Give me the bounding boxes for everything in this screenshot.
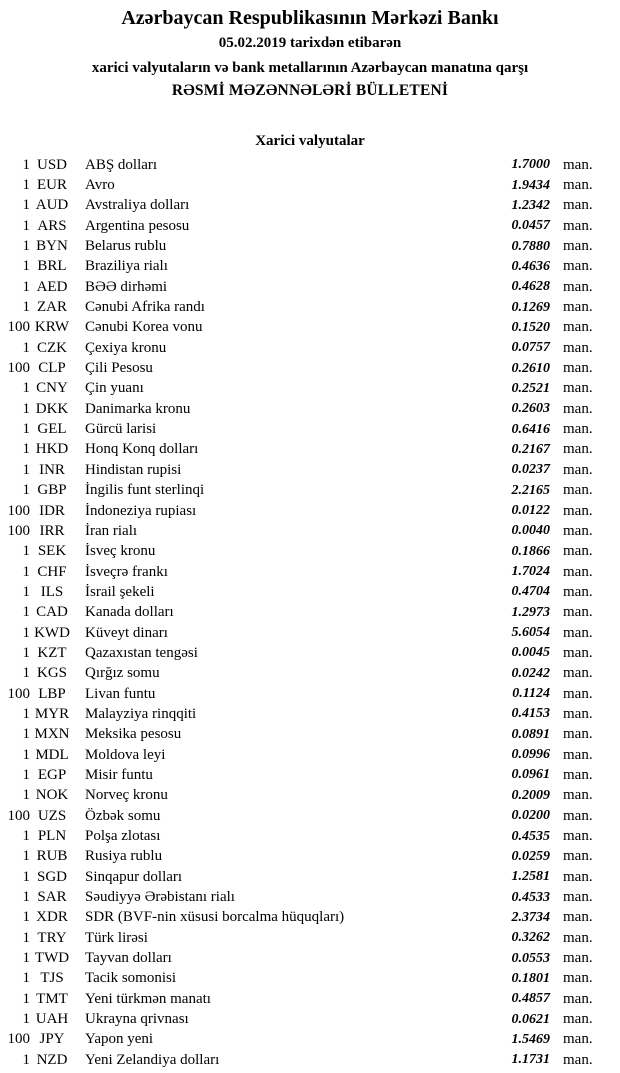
- currency-qty: 1: [22, 909, 30, 926]
- currency-rate: 5.6054: [511, 625, 550, 641]
- unit-label: man.: [563, 461, 593, 478]
- currency-code: SEK: [37, 543, 67, 560]
- currency-rate: 0.0237: [511, 462, 550, 478]
- currency-row: [0, 501, 604, 521]
- currency-row: [0, 236, 604, 256]
- currency-code: IDR: [39, 502, 65, 519]
- currency-rate: 0.0200: [511, 808, 550, 824]
- currency-rate: 0.0757: [511, 340, 550, 356]
- unit-label: man.: [563, 746, 593, 763]
- currency-code: TWD: [34, 950, 70, 967]
- currency-name: Yeni türkmən manatı: [85, 990, 211, 1007]
- section-title-foreign-currencies: Xarici valyutalar: [255, 133, 365, 149]
- currency-qty: 1: [22, 705, 30, 722]
- currency-row: [0, 989, 604, 1009]
- currency-qty: 1: [22, 889, 30, 906]
- currency-row: [0, 745, 604, 765]
- currency-code: BYN: [36, 238, 68, 255]
- currency-row: [0, 623, 604, 643]
- currency-code: UAH: [35, 1011, 69, 1028]
- currency-rate: 0.0040: [511, 523, 550, 539]
- currency-rate: 1.2342: [511, 197, 550, 213]
- unit-label: man.: [563, 278, 593, 295]
- currency-name: Özbək somu: [85, 807, 161, 824]
- currency-name: İsveçrə frankı: [85, 563, 168, 580]
- effective-date-line: 05.02.2019 tarixdən etibarən: [218, 35, 402, 51]
- unit-label: man.: [563, 970, 593, 987]
- currency-row: [0, 1030, 604, 1050]
- unit-label: man.: [563, 705, 593, 722]
- currency-rate: 1.1731: [511, 1052, 550, 1068]
- currency-name: Yapon yeni: [85, 1031, 154, 1048]
- currency-name: Livan funtu: [85, 685, 156, 702]
- currency-name: Kanada dolları: [85, 604, 174, 621]
- unit-label: man.: [563, 644, 593, 661]
- currency-qty: 100: [7, 502, 30, 519]
- currency-rate: 0.1866: [511, 543, 550, 559]
- unit-label: man.: [563, 502, 593, 519]
- currency-rate: 0.7880: [511, 238, 550, 254]
- currency-code: TRY: [37, 929, 67, 946]
- currency-code: KWD: [34, 624, 70, 641]
- unit-label: man.: [563, 766, 593, 783]
- currency-qty: 1: [22, 644, 30, 661]
- unit-label: man.: [563, 1031, 593, 1048]
- currency-name: Türk lirəsi: [85, 929, 148, 946]
- unit-label: man.: [563, 319, 593, 336]
- currency-row: [0, 216, 604, 236]
- currency-row: [0, 562, 604, 582]
- currency-rate: 0.4628: [511, 279, 550, 295]
- currency-name: ABŞ dolları: [85, 156, 158, 173]
- currency-name: İndoneziya rupiası: [85, 502, 197, 519]
- currency-code: TJS: [40, 970, 64, 987]
- unit-label: man.: [563, 950, 593, 967]
- currency-code: INR: [39, 461, 65, 478]
- currency-row: [0, 297, 604, 317]
- unit-label: man.: [563, 299, 593, 316]
- currency-rate: 1.7024: [511, 564, 550, 580]
- currency-qty: 1: [22, 400, 30, 417]
- currency-code: SAR: [37, 889, 67, 906]
- currency-code: AED: [36, 278, 68, 295]
- currency-qty: 1: [22, 299, 30, 316]
- unit-label: man.: [563, 441, 593, 458]
- unit-label: man.: [563, 665, 593, 682]
- currency-code: CZK: [37, 339, 67, 356]
- currency-name: Yeni Zelandiya dolları: [85, 1051, 220, 1068]
- currency-code: EUR: [37, 177, 67, 194]
- currency-row: [0, 155, 604, 175]
- currency-code: JPY: [39, 1031, 65, 1048]
- currency-row: [0, 806, 604, 826]
- currency-qty: 1: [22, 482, 30, 499]
- currency-row: [0, 704, 604, 724]
- currency-qty: 1: [22, 746, 30, 763]
- currency-qty: 1: [22, 624, 30, 641]
- currency-rate: 1.5469: [511, 1031, 550, 1047]
- currency-row: [0, 582, 604, 602]
- unit-label: man.: [563, 583, 593, 600]
- unit-label: man.: [563, 563, 593, 580]
- currency-row: [0, 338, 604, 358]
- currency-row: [0, 379, 604, 399]
- unit-label: man.: [563, 1051, 593, 1068]
- currency-rate: 1.9434: [511, 177, 550, 193]
- currency-rate: 0.2009: [511, 787, 550, 803]
- currency-rate: 0.2167: [511, 441, 550, 457]
- currency-row: [0, 908, 604, 928]
- currency-name: Danimarka kronu: [85, 400, 191, 417]
- currency-qty: 1: [22, 929, 30, 946]
- currency-qty: 1: [22, 848, 30, 865]
- currency-code: ARS: [37, 217, 67, 234]
- currency-qty: 1: [22, 868, 30, 885]
- currency-name: Çili Pesosu: [85, 360, 153, 377]
- document-subtitle: xarici valyutaların və bank metallarının Azərbaycan manatına qarşı: [91, 60, 529, 76]
- currency-qty: 1: [22, 990, 30, 1007]
- unit-label: man.: [563, 1011, 593, 1028]
- currency-row: [0, 887, 604, 907]
- unit-label: man.: [563, 868, 593, 885]
- currency-qty: 1: [22, 583, 30, 600]
- currency-rate: 0.0553: [511, 950, 550, 966]
- unit-label: man.: [563, 990, 593, 1007]
- unit-label: man.: [563, 929, 593, 946]
- currency-code: USD: [36, 156, 67, 173]
- currency-code: MDL: [35, 746, 69, 763]
- unit-label: man.: [563, 238, 593, 255]
- rates-table: [0, 155, 620, 1070]
- unit-label: man.: [563, 807, 593, 824]
- currency-name: Çin yuanı: [85, 380, 144, 397]
- currency-rate: 2.3734: [511, 909, 550, 925]
- currency-qty: 100: [7, 360, 30, 377]
- currency-code: PLN: [37, 828, 67, 845]
- currency-rate: 1.7000: [511, 157, 550, 173]
- currency-code: EGP: [37, 766, 67, 783]
- currency-name: İngilis funt sterlinqi: [85, 482, 205, 499]
- currency-row: [0, 847, 604, 867]
- unit-label: man.: [563, 848, 593, 865]
- currency-qty: 1: [22, 258, 30, 275]
- currency-rate: 0.4857: [511, 991, 550, 1007]
- currency-row: [0, 521, 604, 541]
- currency-code: CHF: [37, 563, 67, 580]
- currency-name: BƏƏ dirhəmi: [85, 278, 168, 295]
- currency-name: Gürcü larisi: [85, 421, 157, 438]
- currency-rate: 0.3262: [511, 930, 550, 946]
- currency-code: CAD: [36, 604, 68, 621]
- currency-row: [0, 725, 604, 745]
- currency-qty: 100: [7, 1031, 30, 1048]
- currency-name: Cənubi Korea vonu: [85, 319, 203, 336]
- currency-name: Argentina pesosu: [85, 217, 190, 234]
- currency-code: GEL: [37, 421, 67, 438]
- unit-label: man.: [563, 339, 593, 356]
- unit-label: man.: [563, 604, 593, 621]
- currency-qty: 1: [22, 278, 30, 295]
- currency-code: CNY: [36, 380, 68, 397]
- currency-name: Polşa zlotası: [85, 828, 161, 845]
- unit-label: man.: [563, 482, 593, 499]
- currency-name: SDR (BVF-nin xüsusi borcalma hüquqları): [85, 909, 345, 926]
- currency-rate: 0.1520: [511, 319, 550, 335]
- currency-row: [0, 664, 604, 684]
- currency-name: Rusiya rublu: [85, 848, 163, 865]
- currency-code: NOK: [35, 787, 69, 804]
- currency-rate: 0.0961: [511, 767, 550, 783]
- currency-rate: 0.1124: [512, 686, 550, 702]
- currency-code: ZAR: [37, 299, 67, 316]
- currency-qty: 1: [22, 177, 30, 194]
- currency-rate: 0.2521: [511, 380, 550, 396]
- currency-name: Cənubi Afrika randı: [85, 299, 205, 316]
- unit-label: man.: [563, 197, 593, 214]
- currency-qty: 1: [22, 543, 30, 560]
- currency-row: [0, 1050, 604, 1070]
- bulletin-title: RƏSMİ MƏZƏNNƏLƏRİ BÜLLETENİ: [171, 82, 449, 99]
- currency-rate: 0.2603: [511, 401, 550, 417]
- currency-rate: 0.0621: [511, 1011, 550, 1027]
- currency-qty: 100: [7, 685, 30, 702]
- currency-row: [0, 765, 604, 785]
- currency-qty: 1: [22, 197, 30, 214]
- currency-row: [0, 196, 604, 216]
- currency-code: AUD: [35, 197, 69, 214]
- currency-row: [0, 318, 604, 338]
- unit-label: man.: [563, 624, 593, 641]
- unit-label: man.: [563, 909, 593, 926]
- currency-code: GBP: [37, 482, 67, 499]
- bank-title: Azərbaycan Respublikasının Mərkəzi Bankı: [121, 7, 499, 29]
- currency-rate: 0.0045: [511, 645, 550, 661]
- currency-name: Qırğız somu: [85, 665, 160, 682]
- currency-code: HKD: [35, 441, 69, 458]
- currency-rate: 0.2610: [511, 360, 550, 376]
- currency-row: [0, 440, 604, 460]
- currency-rate: 0.4153: [511, 706, 550, 722]
- currency-qty: 1: [22, 421, 30, 438]
- currency-qty: 1: [22, 787, 30, 804]
- unit-label: man.: [563, 156, 593, 173]
- unit-label: man.: [563, 685, 593, 702]
- currency-rate: 0.1269: [511, 299, 550, 315]
- currency-code: IRR: [39, 522, 65, 539]
- currency-row: [0, 603, 604, 623]
- currency-qty: 1: [22, 726, 30, 743]
- currency-rate: 0.1801: [511, 970, 550, 986]
- currency-name: Ukrayna qrivnası: [85, 1011, 189, 1028]
- currency-code: LBP: [38, 685, 66, 702]
- currency-row: [0, 277, 604, 297]
- currency-qty: 100: [7, 807, 30, 824]
- unit-label: man.: [563, 543, 593, 560]
- currency-rate: 0.4533: [511, 889, 550, 905]
- unit-label: man.: [563, 522, 593, 539]
- currency-rate: 0.0259: [511, 848, 550, 864]
- currency-code: SGD: [36, 868, 67, 885]
- currency-qty: 1: [22, 441, 30, 458]
- currency-name: İran rialı: [85, 522, 138, 539]
- currency-code: DKK: [35, 400, 69, 417]
- currency-code: CLP: [38, 360, 66, 377]
- currency-row: [0, 928, 604, 948]
- currency-qty: 1: [22, 217, 30, 234]
- currency-row: [0, 643, 604, 663]
- currency-code: KRW: [34, 319, 70, 336]
- currency-code: ILS: [40, 583, 64, 600]
- unit-label: man.: [563, 787, 593, 804]
- currency-name: Küveyt dinarı: [85, 624, 168, 641]
- currency-code: MXN: [34, 726, 70, 743]
- currency-qty: 1: [22, 766, 30, 783]
- currency-name: Avro: [85, 177, 115, 194]
- currency-rate: 2.2165: [511, 482, 550, 498]
- currency-row: [0, 948, 604, 968]
- currency-qty: 1: [22, 156, 30, 173]
- currency-qty: 1: [22, 828, 30, 845]
- currency-name: Braziliya rialı: [85, 258, 168, 275]
- currency-name: Sinqapur dolları: [85, 868, 183, 885]
- currency-rate: 0.4535: [511, 828, 550, 844]
- currency-qty: 1: [22, 339, 30, 356]
- currency-name: Norveç kronu: [85, 787, 168, 804]
- currency-rate: 1.2581: [511, 869, 550, 885]
- document-header: [0, 0, 620, 100]
- currency-name: Qazaxıstan tengəsi: [85, 644, 198, 661]
- unit-label: man.: [563, 217, 593, 234]
- currency-code: KGS: [36, 665, 67, 682]
- currency-row: [0, 460, 604, 480]
- currency-row: [0, 542, 604, 562]
- unit-label: man.: [563, 726, 593, 743]
- currency-row: [0, 399, 604, 419]
- currency-qty: 100: [7, 319, 30, 336]
- currency-qty: 1: [22, 461, 30, 478]
- unit-label: man.: [563, 380, 593, 397]
- currency-qty: 1: [22, 1051, 30, 1068]
- unit-label: man.: [563, 360, 593, 377]
- currency-rate: 0.0242: [511, 665, 550, 681]
- currency-rate: 0.0457: [511, 218, 550, 234]
- currency-rate: 0.0122: [511, 503, 550, 519]
- currency-row: [0, 175, 604, 195]
- currency-qty: 1: [22, 970, 30, 987]
- currency-name: Misir funtu: [85, 766, 153, 783]
- currency-qty: 100: [7, 522, 30, 539]
- currency-code: MYR: [34, 705, 70, 722]
- currency-name: Moldova leyi: [85, 746, 166, 763]
- currency-rate: 0.4636: [511, 258, 550, 274]
- currency-name: Səudiyyə Ərəbistanı rialı: [85, 889, 235, 906]
- currency-name: Hindistan rupisi: [85, 461, 182, 478]
- currency-name: Malayziya rinqqiti: [85, 705, 197, 722]
- unit-label: man.: [563, 400, 593, 417]
- currency-qty: 1: [22, 1011, 30, 1028]
- currency-code: NZD: [36, 1051, 68, 1068]
- currency-code: RUB: [36, 848, 68, 865]
- unit-label: man.: [563, 258, 593, 275]
- currency-qty: 1: [22, 950, 30, 967]
- currency-code: UZS: [37, 807, 67, 824]
- currency-code: KZT: [37, 644, 67, 661]
- unit-label: man.: [563, 177, 593, 194]
- currency-code: BRL: [37, 258, 67, 275]
- currency-rate: 0.4704: [511, 584, 550, 600]
- currency-name: Belarus rublu: [85, 238, 167, 255]
- currency-row: [0, 867, 604, 887]
- currency-code: XDR: [36, 909, 68, 926]
- currency-rate: 0.6416: [511, 421, 550, 437]
- currency-name: Honq Konq dolları: [85, 441, 199, 458]
- currency-name: Tacik somonisi: [85, 970, 177, 987]
- currency-code: TMT: [36, 990, 68, 1007]
- currency-qty: 1: [22, 380, 30, 397]
- currency-name: Tayvan dolları: [85, 950, 172, 967]
- currency-name: Meksika pesosu: [85, 726, 182, 743]
- unit-label: man.: [563, 828, 593, 845]
- currency-row: [0, 358, 604, 378]
- currency-row: [0, 684, 604, 704]
- currency-rate: 0.0996: [511, 747, 550, 763]
- currency-row: [0, 969, 604, 989]
- currency-row: [0, 826, 604, 846]
- currency-qty: 1: [22, 604, 30, 621]
- currency-row: [0, 786, 604, 806]
- currency-qty: 1: [22, 665, 30, 682]
- currency-name: Çexiya kronu: [85, 339, 167, 356]
- currency-name: İsrail şekeli: [85, 583, 155, 600]
- currency-row: [0, 1009, 604, 1029]
- currency-row: [0, 419, 604, 439]
- unit-label: man.: [563, 889, 593, 906]
- currency-row: [0, 481, 604, 501]
- currency-name: Avstraliya dolları: [85, 197, 190, 214]
- currency-row: [0, 257, 604, 277]
- currency-qty: 1: [22, 238, 30, 255]
- currency-rate: 1.2973: [511, 604, 550, 620]
- unit-label: man.: [563, 421, 593, 438]
- currency-qty: 1: [22, 563, 30, 580]
- currency-name: İsveç kronu: [85, 543, 156, 560]
- currency-rate: 0.0891: [511, 726, 550, 742]
